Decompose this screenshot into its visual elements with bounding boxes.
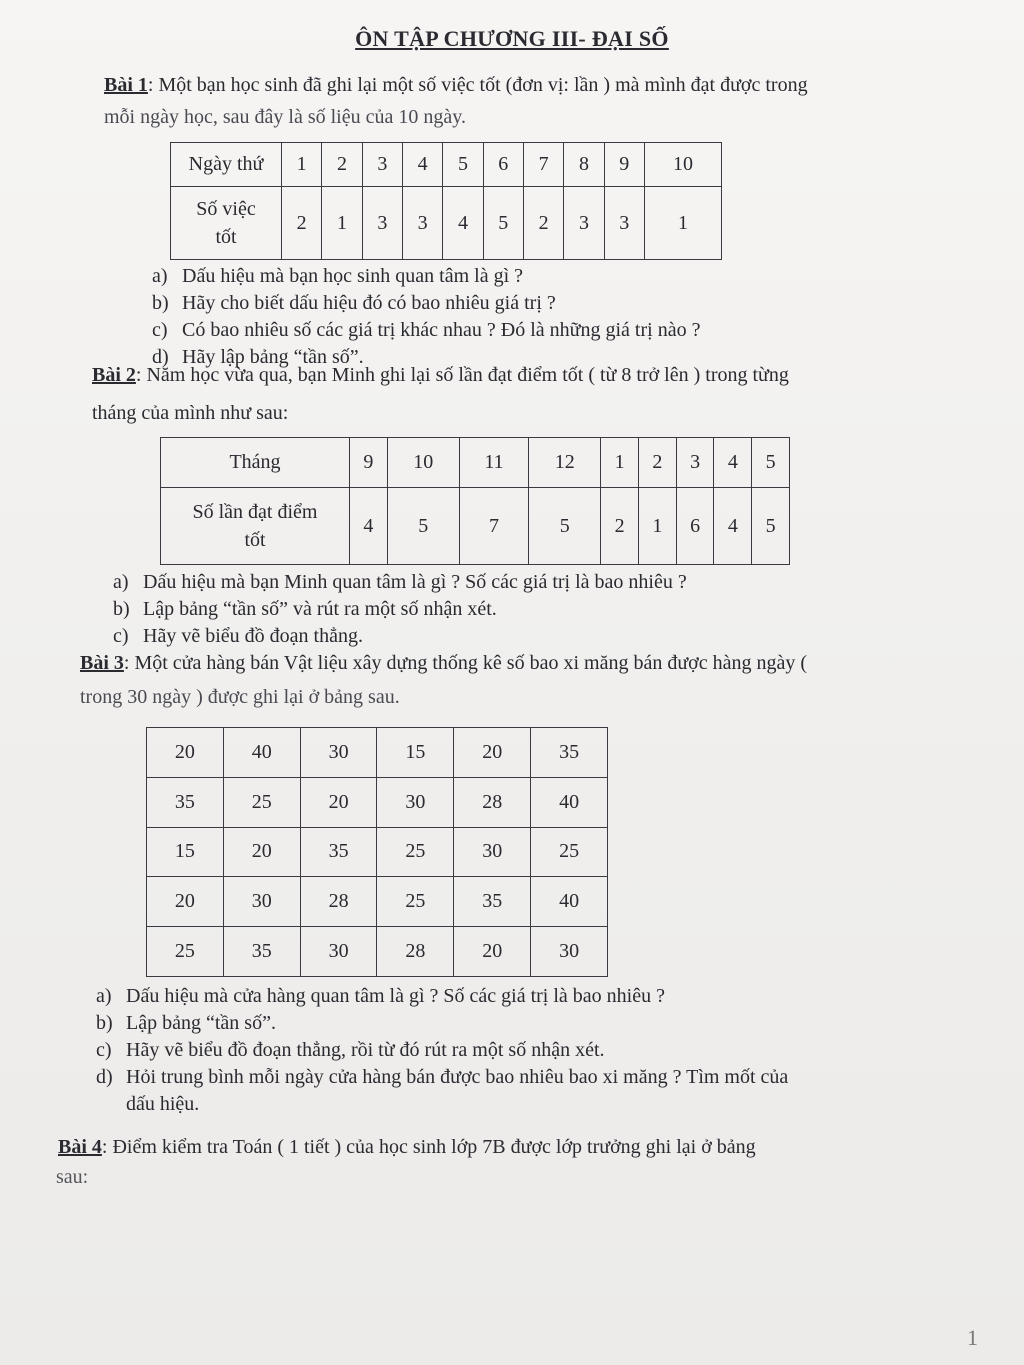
table-cell: 20 [223,827,300,877]
table-cell: 4 [350,488,388,565]
table-cell: 30 [454,827,531,877]
table-cell: 25 [531,827,608,877]
table-cell: 3 [362,187,402,260]
table-cell: 15 [147,827,224,877]
table-cell: 35 [223,927,300,977]
table-cell: 1 [644,187,721,260]
table-cell: 2 [639,438,677,488]
table-cell: 9 [604,143,644,187]
table-cell: 20 [454,927,531,977]
table-row [147,777,608,827]
bai2-table [160,437,790,565]
question-text: Hãy vẽ biểu đồ đoạn thẳng, rồi từ đó rút ra một số nhận xét. [126,1039,605,1061]
question-text: Hãy vẽ biểu đồ đoạn thẳng. [143,625,363,647]
question-text: Hỏi trung bình mỗi ngày cửa hàng bán được bao nhiêu bao xi măng ? Tìm mốt của [126,1066,789,1088]
bai2-line1-text: : Năm học vừa qua, bạn Minh ghi lại số lần đạt điểm tốt ( từ 8 trở lên ) trong từng [135,364,789,386]
bai1-intro-line1 [104,70,808,100]
table-cell: 40 [223,728,300,778]
table-row [147,827,608,877]
question-item [113,623,687,650]
bai4-line1-text: : Điểm kiểm tra Toán ( 1 tiết ) của học sinh lớp 7B được lớp trưởng ghi lại ở bảng [101,1136,756,1158]
table-cell: 6 [676,488,714,565]
table-cell: 1 [282,143,322,187]
question-item [96,1010,788,1037]
table-cell: 28 [454,777,531,827]
question-text: Lập bảng “tần số” và rút ra một số nhận xét. [143,598,497,620]
question-item [96,1037,788,1064]
table-cell: 7 [459,488,529,565]
table-cell: 4 [714,488,752,565]
bai3-questions [96,983,788,1118]
question-text-continued: dấu hiệu. [126,1093,200,1115]
question-text: Có bao nhiêu số các giá trị khác nhau ? Đó là những giá trị nào ? [182,319,701,341]
page-title: ÔN TẬP CHƯƠNG III- ĐẠI SỐ [355,26,669,51]
bai4-intro-line2: sau: [56,1166,89,1188]
table-cell: 40 [531,777,608,827]
bai3-table [146,727,608,977]
table-cell: 5 [387,488,459,565]
bai1-intro-line2: mỗi ngày học, sau đây là số liệu của 10 ngày. [104,106,466,128]
table-row [147,927,608,977]
table-cell: 2 [282,187,322,260]
table-cell: 6 [483,143,523,187]
question-item [113,569,687,596]
table-cell: 25 [147,927,224,977]
table-cell: 2 [601,488,639,565]
bai2-questions [113,569,687,650]
table-cell: 5 [529,488,601,565]
table-cell: 15 [377,728,454,778]
row-header-line: Số lần đạt điểm [192,501,318,523]
table-cell: 1 [601,438,639,488]
row-header: Ngày thứ [171,143,282,187]
table-cell: 25 [377,827,454,877]
table-cell: 10 [387,438,459,488]
table-cell: 30 [300,927,377,977]
row-header-line: tốt [215,226,237,248]
question-marker: b) [113,598,130,620]
table-row [147,877,608,927]
bai1-label: Bài 1 [104,74,148,96]
table-cell: 4 [443,187,483,260]
question-text: Dấu hiệu mà bạn Minh quan tâm là gì ? Số các giá trị là bao nhiêu ? [143,571,687,593]
table-cell: 12 [529,438,601,488]
question-item [152,290,700,317]
table-cell: 4 [402,143,442,187]
question-marker: c) [152,319,168,341]
table-cell: 25 [223,777,300,827]
table-row [171,187,722,260]
question-text: Dấu hiệu mà cửa hàng quan tâm là gì ? Số các giá trị là bao nhiêu ? [126,985,665,1007]
question-marker: b) [152,292,169,314]
row-header-line: Số việc [196,198,256,220]
table-cell: 5 [752,488,790,565]
table-cell: 5 [443,143,483,187]
bai1-questions [152,263,700,371]
question-item [152,263,700,290]
table-cell: 10 [644,143,721,187]
bai1-line1-text: : Một bạn học sinh đã ghi lại một số việc tốt (đơn vị: lần ) mà mình đạt được trong [147,74,808,96]
table-cell: 35 [531,728,608,778]
table-cell: 1 [639,488,677,565]
table-cell: 20 [147,728,224,778]
table-cell: 35 [454,877,531,927]
bai4-intro-line1 [58,1132,756,1162]
question-text: Hãy lập bảng “tần số”. [182,346,364,368]
table-row [147,728,608,778]
table-cell: 8 [564,143,604,187]
question-item [96,1064,788,1118]
table-cell: 3 [362,143,402,187]
bai4-label: Bài 4 [58,1136,102,1158]
table-cell: 7 [523,143,563,187]
table-cell: 25 [377,877,454,927]
question-marker: d) [96,1066,113,1088]
question-item [113,596,687,623]
table-cell: 30 [300,728,377,778]
table-cell: 3 [564,187,604,260]
table-cell: 20 [147,877,224,927]
table-cell: 1 [322,187,362,260]
row-header [161,488,350,565]
table-cell: 28 [377,927,454,977]
table-row [171,143,722,187]
table-cell: 30 [223,877,300,927]
sheet-corner-mark: 1 [967,1325,978,1350]
table-cell: 4 [714,438,752,488]
table-cell: 5 [483,187,523,260]
bai3-intro-line1 [80,648,807,678]
bai2-intro-line1 [92,360,789,390]
question-item [152,317,700,344]
bai3-intro-line2: trong 30 ngày ) được ghi lại ở bảng sau. [80,686,400,708]
table-cell: 2 [523,187,563,260]
table-cell: 11 [459,438,529,488]
question-text: Dấu hiệu mà bạn học sinh quan tâm là gì ? [182,265,524,287]
bai3-line1-text: : Một cửa hàng bán Vật liệu xây dựng thống kê số bao xi măng bán được hàng ngày ( [123,652,808,674]
question-marker: b) [96,1012,113,1034]
bai1-table [170,142,722,260]
table-row [161,438,790,488]
table-cell: 30 [377,777,454,827]
bai2-intro-line2: tháng của mình như sau: [92,402,289,424]
bai2-label: Bài 2 [92,364,136,386]
row-header-line: tốt [244,529,266,551]
question-marker: a) [152,265,168,287]
row-header: Tháng [161,438,350,488]
question-marker: a) [96,985,112,1007]
table-cell: 2 [322,143,362,187]
table-cell: 28 [300,877,377,927]
row-header [171,187,282,260]
table-cell: 35 [147,777,224,827]
table-row [161,488,790,565]
table-cell: 30 [531,927,608,977]
question-marker: a) [113,571,129,593]
table-cell: 20 [454,728,531,778]
table-cell: 40 [531,877,608,927]
question-marker: c) [96,1039,112,1061]
question-marker: c) [113,625,129,647]
table-cell: 35 [300,827,377,877]
table-cell: 3 [402,187,442,260]
table-cell: 9 [350,438,388,488]
question-marker: d) [152,346,169,368]
bai3-label: Bài 3 [80,652,124,674]
table-cell: 5 [752,438,790,488]
table-cell: 3 [676,438,714,488]
question-text: Hãy cho biết dấu hiệu đó có bao nhiêu giá trị ? [182,292,556,314]
question-text: Lập bảng “tần số”. [126,1012,276,1034]
table-cell: 20 [300,777,377,827]
question-item [96,983,788,1010]
table-cell: 3 [604,187,644,260]
